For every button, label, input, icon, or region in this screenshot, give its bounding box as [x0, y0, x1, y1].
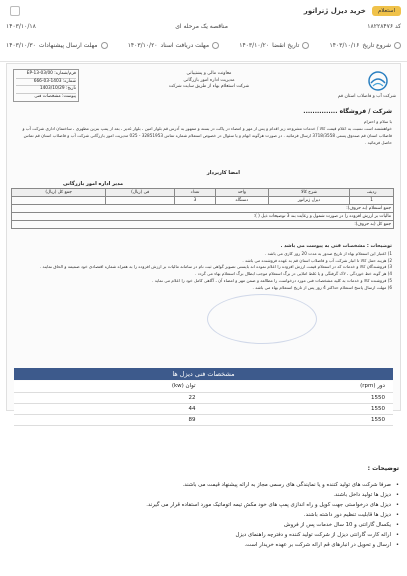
list-item: • صرفا شرکت های تولید کننده و یا نمایندگی های رسمی مجاز به ارائه پیشنهاد قیمت می باشند. [10, 480, 399, 490]
company-logo-icon [362, 70, 394, 92]
summary-row [12, 213, 394, 221]
note-item: 2) هزینه حمل کالا تا انبار شرکت آب و فاضلاب استان قم به عهده فروشنده می باشد . [242, 257, 392, 263]
list-item: • ارسال و تحویل در انبارهای قم ارائه شرکت بر عهده خریدار است. [10, 540, 399, 550]
company-name: شرکت آب و فاضلاب استان قم [337, 94, 396, 99]
date-submit-value: ۱۴۰۳/۱۰/۳۰ [6, 41, 36, 49]
table-cell: دستگاه [215, 197, 268, 205]
clock-icon [394, 42, 401, 49]
list-item: • دیزل ها قابلیت تنظیم دور داشته باشند. [10, 510, 399, 520]
date-docs-label: مهلت دریافت اسناد [160, 41, 210, 49]
header-info-row [6, 20, 401, 32]
col-header: ردیف [350, 189, 394, 197]
explanations-title: توضیحات : [367, 465, 399, 472]
list-item: • یکسال گارانتی و 10 سال خدمات پس از فروش [10, 520, 399, 530]
header-dates-row [6, 38, 401, 52]
explanations-section [10, 464, 399, 550]
date-submit-label: مهلت ارسال پیشنهادات [38, 41, 98, 49]
meta-attachment: پیوست: مشخصات فنی [34, 93, 76, 99]
signature-title: مدیر اداره امور بازرگانی [63, 181, 124, 187]
specs-col-kw: توان (kw) [14, 381, 204, 392]
table-cell [12, 197, 106, 205]
center-line: معاونت مالی و پشتیبانی [186, 71, 232, 76]
letter-center-heading [149, 71, 269, 91]
summary-cell: جمع کل (به حروف): [12, 221, 394, 229]
bookmark-icon[interactable] [10, 6, 20, 16]
kw-cell: 44 [14, 403, 204, 414]
table-row [14, 414, 393, 425]
notes-title: توضیحات : مشخصات فنی به پیوست می باشد . [280, 244, 392, 249]
specs-title: مشخصات فنی دیزل ها [14, 368, 393, 380]
table-row [14, 403, 393, 414]
tender-header [0, 0, 407, 62]
tender-category: مناقصه یک مرحله ای [175, 22, 228, 30]
date-start-label: شروع تاریخ [362, 41, 391, 49]
note-item: 1) اعتبار این استعلام بهاء از تاریخ صدور به مدت 20 روز کاری می باشد . [265, 250, 392, 256]
specs-table [14, 381, 393, 426]
table-cell: 1 [350, 197, 394, 205]
table-row [12, 197, 394, 205]
meta-form: فرم/شماره: EP-13-03/00 [16, 71, 76, 79]
note-item: 3) فروشندگان کالا و خدمات که در استعلام قیمت ارزش افزوده را اعلام نموده اند بایستی تصویر گواهی ثبت نام در سامانه مالیات بر ارزش افزوده را به همراه شماره اقتصادی خود ضمیمه و الحاق نمایند . [39, 264, 392, 270]
meta-number: شماره: 1403-03-666 [16, 79, 76, 87]
page-title: خرید دیزل ژنراتور [303, 7, 366, 15]
list-item: • دیزل ها تولید داخل باشند. [10, 490, 399, 500]
date-expire-value: ۱۴۰۳/۱۰/۲۰ [239, 41, 270, 49]
col-header: جمع کل (ریال) [12, 189, 106, 197]
letter-paragraph: خواهشمند است نسبت به اعلام قیمت کالا / خدمات مشروحه زیر اقدام و پس از مهر و امضاء در پاکت در بسته و ممهور به آدرس قم بلوار امین ، بلوار غدیر ، بعد از پمپ بنزین مطهری ، ساختمان اداری شرکت آب و فاضلاب استان قم صندوق پستی 3718/3558 ارسال فرمائید . در صورت هرگونه ابهام و یا سئوال در خصوص استعلام شماره تماس 32851953 - 025 مدیریت امور بازرگانی شرکت آب و فاضلاب استان قم تماس حاصل فرمائید . [22, 126, 392, 145]
date-docs-value: ۱۴۰۳/۱۰/۲۰ [127, 41, 158, 49]
letter-body [15, 118, 392, 146]
clock-icon [101, 42, 108, 49]
table-cell [106, 197, 175, 205]
summary-cell: مالیات بر ارزش افزوده را در صورت شمول و رعایت بند 3 توضیحات ذیل ( ): [12, 213, 394, 221]
letter-salutation: با سلام و احترام [363, 119, 392, 124]
list-item: • ارائه کارت گارانتی دیزل از شرکت تولید کننده و دفترچه راهنمای دیزل [10, 530, 399, 540]
date-expire-label: تاریخ انقضا [272, 41, 300, 49]
specs-header-row [14, 381, 393, 392]
date-start [330, 42, 402, 49]
list-item: • دیزل های درخواستی جهت کوپل و راه اندازی پمپ های خود مکش تیمه اتوماتیک مورد استفاده قرار می گیرند. [10, 500, 399, 510]
clock-icon [302, 42, 309, 49]
date-submit [6, 42, 108, 49]
col-header: تعداد [175, 189, 216, 197]
rpm-cell: 1550 [204, 414, 394, 425]
col-header: واحد [215, 189, 268, 197]
clock-icon [212, 42, 219, 49]
center-line: شرکت استعلام بهاء از طریق سایت شرکت [168, 84, 250, 89]
note-item: 4) هر گونه خط خوردگی ، لاک گرفتگی و یا غلط املایی در برگ استعلام موجب ابطال برگ استعلام بهاء می گردد . [195, 271, 392, 277]
inquiry-items-table [11, 188, 394, 229]
col-header: فی (ریال) [106, 189, 175, 197]
summary-row [12, 221, 394, 229]
summary-row [12, 205, 394, 213]
table-cell: 3 [175, 197, 216, 205]
header-title-row [6, 4, 401, 18]
date-docs [128, 42, 219, 49]
tender-code: کد ۱۸۲۲۸۴۷۶ [367, 22, 401, 30]
summary-cell: جمع استعلام (به حروف): [12, 205, 394, 213]
note-item: 6) مهلت ارسال پاسخ استعلام حداکثر 4 روز پس از تاریخ استعلام بهاء می باشد . [252, 284, 392, 290]
table-row [14, 392, 393, 403]
date-start-value: ۱۴۰۳/۱۰/۱۶ [329, 41, 360, 49]
center-line: مدیریت اداره امور بازرگانی [183, 77, 235, 83]
signature-name: امضا کاربردار [206, 170, 240, 176]
status-badge[interactable]: استعلام [372, 6, 401, 16]
letter-meta-box [13, 69, 79, 102]
meta-date: تاریخ: 1403/10/29 [16, 86, 76, 94]
publish-date: ۱۴۰۳/۱۰/۱۸ [6, 22, 36, 30]
col-header: شرح کالا [268, 189, 349, 197]
letter-recipient: شرکت / فروشگاه ............... [303, 108, 392, 115]
inquiry-letter-image [6, 63, 401, 411]
rpm-cell: 1550 [204, 403, 394, 414]
letter-notes [15, 244, 392, 292]
explanations-list [10, 480, 399, 550]
table-header-row [12, 189, 394, 197]
note-item: 5) فروشنده کالا و خدمات به کلیه مشخصات فنی مورد درخواست را مطالعه و ضمن مهر و امضاء آن ، آگاهی کامل خود را اعلام می نماید . [152, 277, 392, 283]
kw-cell: 22 [14, 392, 204, 403]
kw-cell: 89 [14, 414, 204, 425]
date-expire [239, 42, 309, 49]
table-cell: دیزل ژنراتور [268, 197, 349, 205]
rpm-cell: 1550 [204, 392, 394, 403]
watermark-stamp [207, 294, 317, 344]
specs-col-rpm: دور (rpm) [204, 381, 394, 392]
letter-head [9, 66, 398, 106]
